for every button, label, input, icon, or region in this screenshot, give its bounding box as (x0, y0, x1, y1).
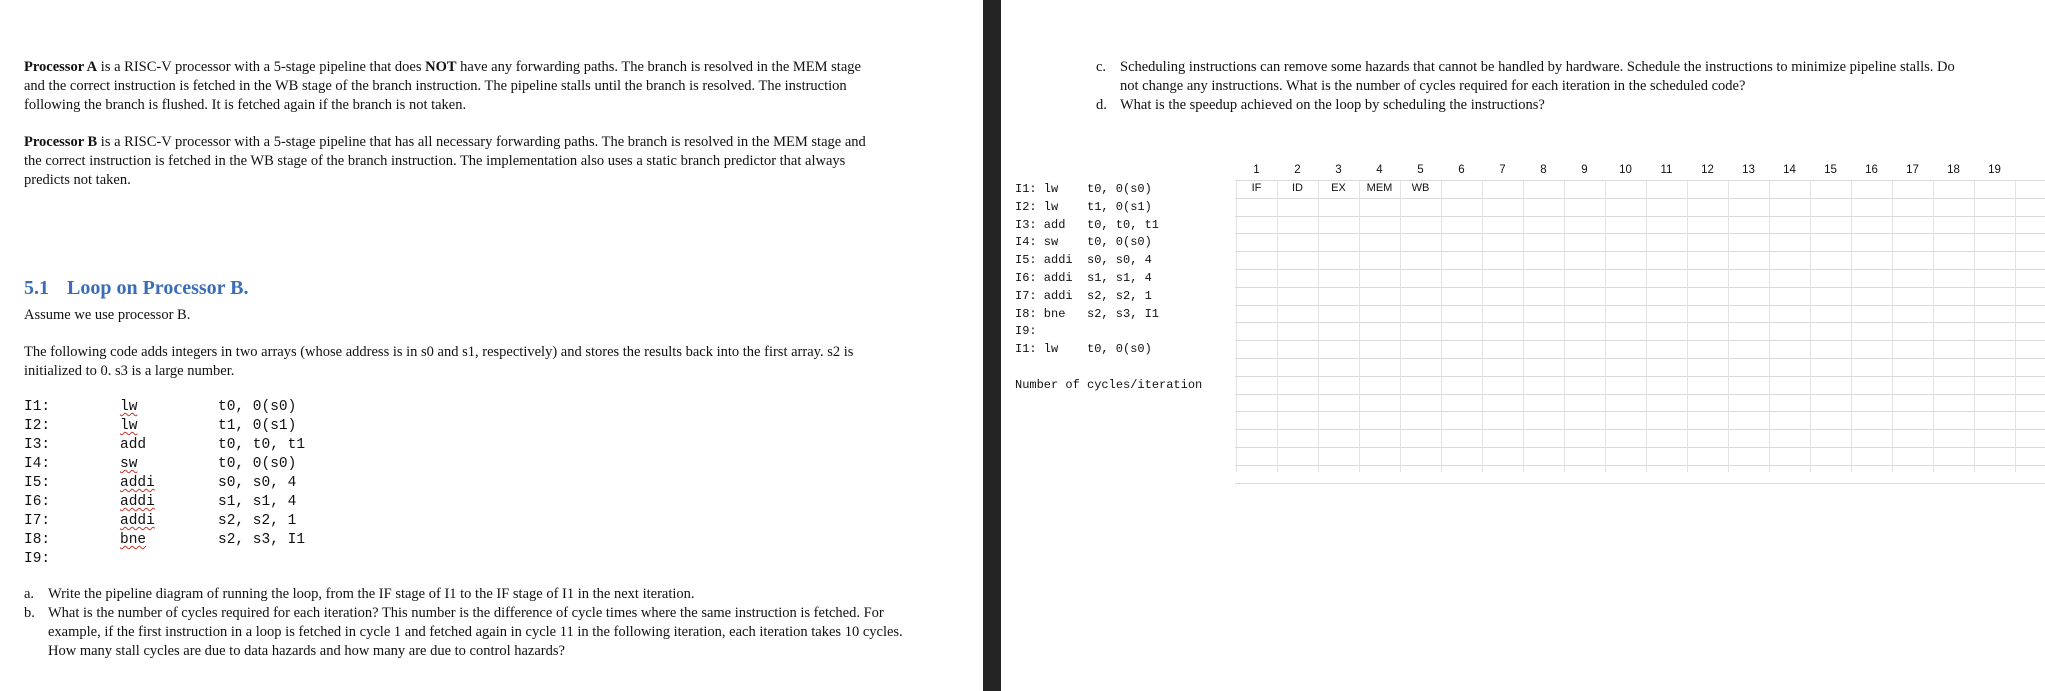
cycle-column-header: 17 (1906, 164, 1919, 176)
question-a-text: Write the pipeline diagram of running the loop, from the IF stage of I1 to the IF stage of I1 in the next iteration. (48, 586, 695, 602)
code-line-operands: s0, s0, 4 (218, 475, 297, 491)
code-listing (24, 398, 305, 569)
sheet-row-line (1235, 269, 2045, 270)
cycle-column-header: 13 (1742, 164, 1755, 176)
cycle-column-header: 19 (1988, 164, 2001, 176)
cycle-column-header: 2 (1294, 164, 1301, 176)
code-line-label: I8: (24, 532, 51, 548)
sheet-column-line (1810, 180, 1811, 472)
section-title: Loop on Processor B. (67, 277, 249, 299)
instruction-operands: t0, 0(s0) (1087, 342, 1152, 357)
code-line-opcode: sw (120, 456, 138, 472)
code-line (24, 531, 305, 550)
code-line-opcode: addi (120, 475, 155, 491)
question-c (1096, 58, 1976, 96)
question-d-label: d. (1096, 97, 1107, 113)
sheet-row-line (1235, 287, 2045, 288)
code-line-operands: s2, s3, I1 (218, 532, 306, 548)
code-line-label: I9: (24, 551, 51, 567)
instruction-label: I5: addi (1015, 253, 1073, 268)
instruction-label: I8: bne (1015, 306, 1066, 321)
code-line (24, 512, 305, 531)
assume-text: Assume we use processor B. (24, 307, 191, 323)
sheet-row-line (1235, 465, 2045, 466)
code-line-operands: t0, 0(s0) (218, 456, 297, 472)
cycle-column-header: 15 (1824, 164, 1837, 176)
code-line-operands: t0, t0, t1 (218, 437, 306, 453)
sheet-column-line (1933, 180, 1934, 472)
sheet-row-line (1235, 233, 2045, 234)
sheet-row-line (1235, 180, 2045, 181)
sheet-column-line (1851, 180, 1852, 472)
code-line-label: I1: (24, 399, 51, 415)
sheet-row-line (1235, 394, 2045, 395)
code-line (24, 417, 305, 436)
code-line-opcode: bne (120, 532, 147, 548)
processor-a-text-2: have any forwarding paths. The branch is resolved in the MEM stage and the correct instruction is fetched in the WB stage of the branch instruction. The pipeline stalls until the branch is resolved. The instruction following the branch is flushed. It is fetched again if the branch is not taken. (24, 59, 861, 113)
cycle-column-header: 11 (1660, 164, 1673, 176)
instruction-row[interactable] (1015, 235, 1152, 249)
instruction-label: I9: (1015, 324, 1037, 339)
sheet-column-line (1523, 180, 1524, 472)
sheet-row-line (1235, 340, 2045, 341)
instruction-row[interactable] (1015, 200, 1152, 214)
code-line (24, 398, 305, 417)
cycle-column-header: 10 (1619, 164, 1632, 176)
sheet-column-line (2015, 180, 2016, 472)
sheet-row-line (1235, 198, 2045, 199)
cycle-column-header: 1 (1253, 164, 1260, 176)
code-line-opcode: add (120, 437, 147, 453)
sheet-column-line (1687, 180, 1688, 472)
pipeline-stage-cell[interactable]: MEM (1366, 182, 1393, 194)
code-line-opcode: addi (120, 494, 155, 510)
code-line (24, 436, 305, 455)
instruction-label: I7: addi (1015, 288, 1073, 303)
cycle-column-header: 14 (1783, 164, 1796, 176)
cycle-column-header: 4 (1376, 164, 1383, 176)
cycle-column-header: 8 (1540, 164, 1547, 176)
pipeline-stage-cell[interactable]: EX (1331, 182, 1346, 194)
code-line-operands: t0, 0(s0) (218, 399, 297, 415)
cycle-column-header: 3 (1335, 164, 1342, 176)
left-document-page (0, 0, 983, 691)
question-b (24, 604, 904, 661)
question-b-label: b. (24, 605, 35, 621)
instruction-label: I1: lw (1015, 182, 1059, 196)
pipeline-stage-cell[interactable]: IF (1251, 182, 1262, 194)
question-d-text: What is the speedup achieved on the loop by scheduling the instructions? (1120, 97, 1545, 113)
sheet-column-line (1359, 180, 1360, 472)
cycle-column-header: 9 (1581, 164, 1588, 176)
code-line (24, 455, 305, 474)
sheet-column-line (1728, 180, 1729, 472)
question-d (1096, 96, 1976, 115)
code-line (24, 550, 305, 569)
code-line (24, 474, 305, 493)
sheet-column-line (1236, 180, 1237, 472)
instruction-row[interactable] (1015, 271, 1152, 285)
instruction-row[interactable] (1015, 218, 1159, 232)
sheet-row-line (1235, 322, 2045, 323)
code-line-opcode: addi (120, 513, 155, 529)
instruction-row[interactable] (1015, 289, 1152, 303)
instruction-operands: t0, 0(s0) (1087, 182, 1152, 196)
instruction-label: I1: lw (1015, 342, 1059, 357)
sheet-column-line (1564, 180, 1565, 472)
processor-a-emphasis: NOT (425, 59, 457, 75)
instruction-row[interactable] (1015, 182, 1152, 196)
cycle-column-header: 18 (1947, 164, 1960, 176)
instruction-row[interactable] (1015, 307, 1159, 321)
question-c-text: Scheduling instructions can remove some hazards that cannot be handled by hardware. Schedule the instructions to minimize pipeline stalls. Do not change any instructions. What is the number of cycles required for each iteration in the scheduled code? (1120, 59, 1955, 94)
code-line-operands: t1, 0(s1) (218, 418, 297, 434)
instruction-operands: t1, 0(s1) (1087, 199, 1152, 214)
sheet-row-line (1235, 411, 2045, 412)
pipeline-spreadsheet[interactable] (1015, 162, 2045, 472)
question-a-label: a. (24, 586, 35, 602)
section-heading (24, 277, 249, 300)
code-line-opcode: lw (120, 418, 138, 434)
sheet-column-line (1605, 180, 1606, 472)
sheet-row-line (1235, 483, 2045, 484)
question-c-label: c. (1096, 59, 1107, 75)
sheet-column-line (1400, 180, 1401, 472)
code-line-operands: s2, s2, 1 (218, 513, 297, 529)
sheet-column-line (1892, 180, 1893, 472)
instruction-label: I6: addi (1015, 271, 1073, 285)
question-a (24, 585, 904, 604)
code-description: The following code adds integers in two arrays (whose address is in s0 and s1, respectively) and stores the results back into the first array. s2 is initialized to 0. s3 is a large number. (24, 344, 854, 379)
sheet-row-line (1235, 216, 2045, 217)
cycle-column-header: 16 (1865, 164, 1878, 176)
sheet-row-line (1235, 447, 2045, 448)
code-line-operands: s1, s1, 4 (218, 494, 297, 510)
pipeline-stage-cell[interactable]: ID (1292, 182, 1303, 194)
sheet-row-line (1235, 305, 2045, 306)
code-line-opcode: lw (120, 399, 138, 415)
code-line-label: I4: (24, 456, 51, 472)
processor-b-text: is a RISC-V processor with a 5-stage pipeline that has all necessary forwarding paths. The branch is resolved in the MEM stage and the correct instruction is fetched in the WB stage of the branch instruction. The implementation also uses a static branch predictor that always predicts not taken. (24, 134, 866, 188)
instruction-operands: s2, s3, I1 (1087, 306, 1160, 321)
processor-b-name: Processor B (24, 134, 98, 150)
instruction-row[interactable] (1015, 324, 1087, 338)
question-b-text: What is the number of cycles required for each iteration? This number is the difference of cycle times where the same instruction is fetched. For example, if the first instruction in a loop is fetched in cycle 1 and fetched again in cycle 11 in the following iteration, each iteration takes 10 cycles. How many stall cycles are due to data hazards and how many are due to control hazards? (48, 605, 903, 659)
sheet-column-line (1974, 180, 1975, 472)
sheet-column-line (1441, 180, 1442, 472)
processor-a-name: Processor A (24, 59, 98, 75)
instruction-operands: s0, s0, 4 (1087, 253, 1152, 268)
instruction-operands: t0, 0(s0) (1087, 235, 1152, 250)
instruction-operands: t0, t0, t1 (1087, 217, 1160, 232)
processor-a-text-1: is a RISC-V processor with a 5-stage pipeline that does (97, 59, 426, 75)
instruction-operands: s2, s2, 1 (1087, 288, 1152, 303)
processor-b-paragraph (24, 133, 884, 190)
instruction-row[interactable] (1015, 342, 1152, 356)
code-line-label: I2: (24, 418, 51, 434)
sheet-row-line (1235, 429, 2045, 430)
sheet-column-line (1769, 180, 1770, 472)
section-number: 5.1 (24, 277, 49, 299)
instruction-label: I3: add (1015, 217, 1066, 232)
pipeline-stage-cell[interactable]: WB (1411, 182, 1430, 194)
cycle-column-header: 6 (1458, 164, 1465, 176)
code-line (24, 493, 305, 512)
cycles-per-iteration-label: Number of cycles/iteration (1015, 377, 1203, 392)
code-line-label: I5: (24, 475, 51, 491)
sheet-row-line (1235, 358, 2045, 359)
cycle-column-header: 7 (1499, 164, 1506, 176)
sheet-row-line (1235, 376, 2045, 377)
instruction-label: I4: sw (1015, 235, 1059, 250)
instruction-row[interactable] (1015, 253, 1152, 267)
instruction-label: I2: lw (1015, 199, 1059, 214)
instruction-operands: s1, s1, 4 (1087, 271, 1152, 285)
question-list-left (24, 585, 904, 661)
code-line-label: I3: (24, 437, 51, 453)
page-divider (983, 0, 1001, 691)
sheet-row-line (1235, 251, 2045, 252)
sheet-column-line (1646, 180, 1647, 472)
code-line-label: I6: (24, 494, 51, 510)
code-line-label: I7: (24, 513, 51, 529)
sheet-column-line (1318, 180, 1319, 472)
processor-a-paragraph (24, 58, 884, 115)
sheet-column-line (1482, 180, 1483, 472)
cycle-column-header: 12 (1701, 164, 1714, 176)
cycle-column-header: 5 (1417, 164, 1424, 176)
question-list-right (1096, 58, 1976, 115)
sheet-column-line (1277, 180, 1278, 472)
